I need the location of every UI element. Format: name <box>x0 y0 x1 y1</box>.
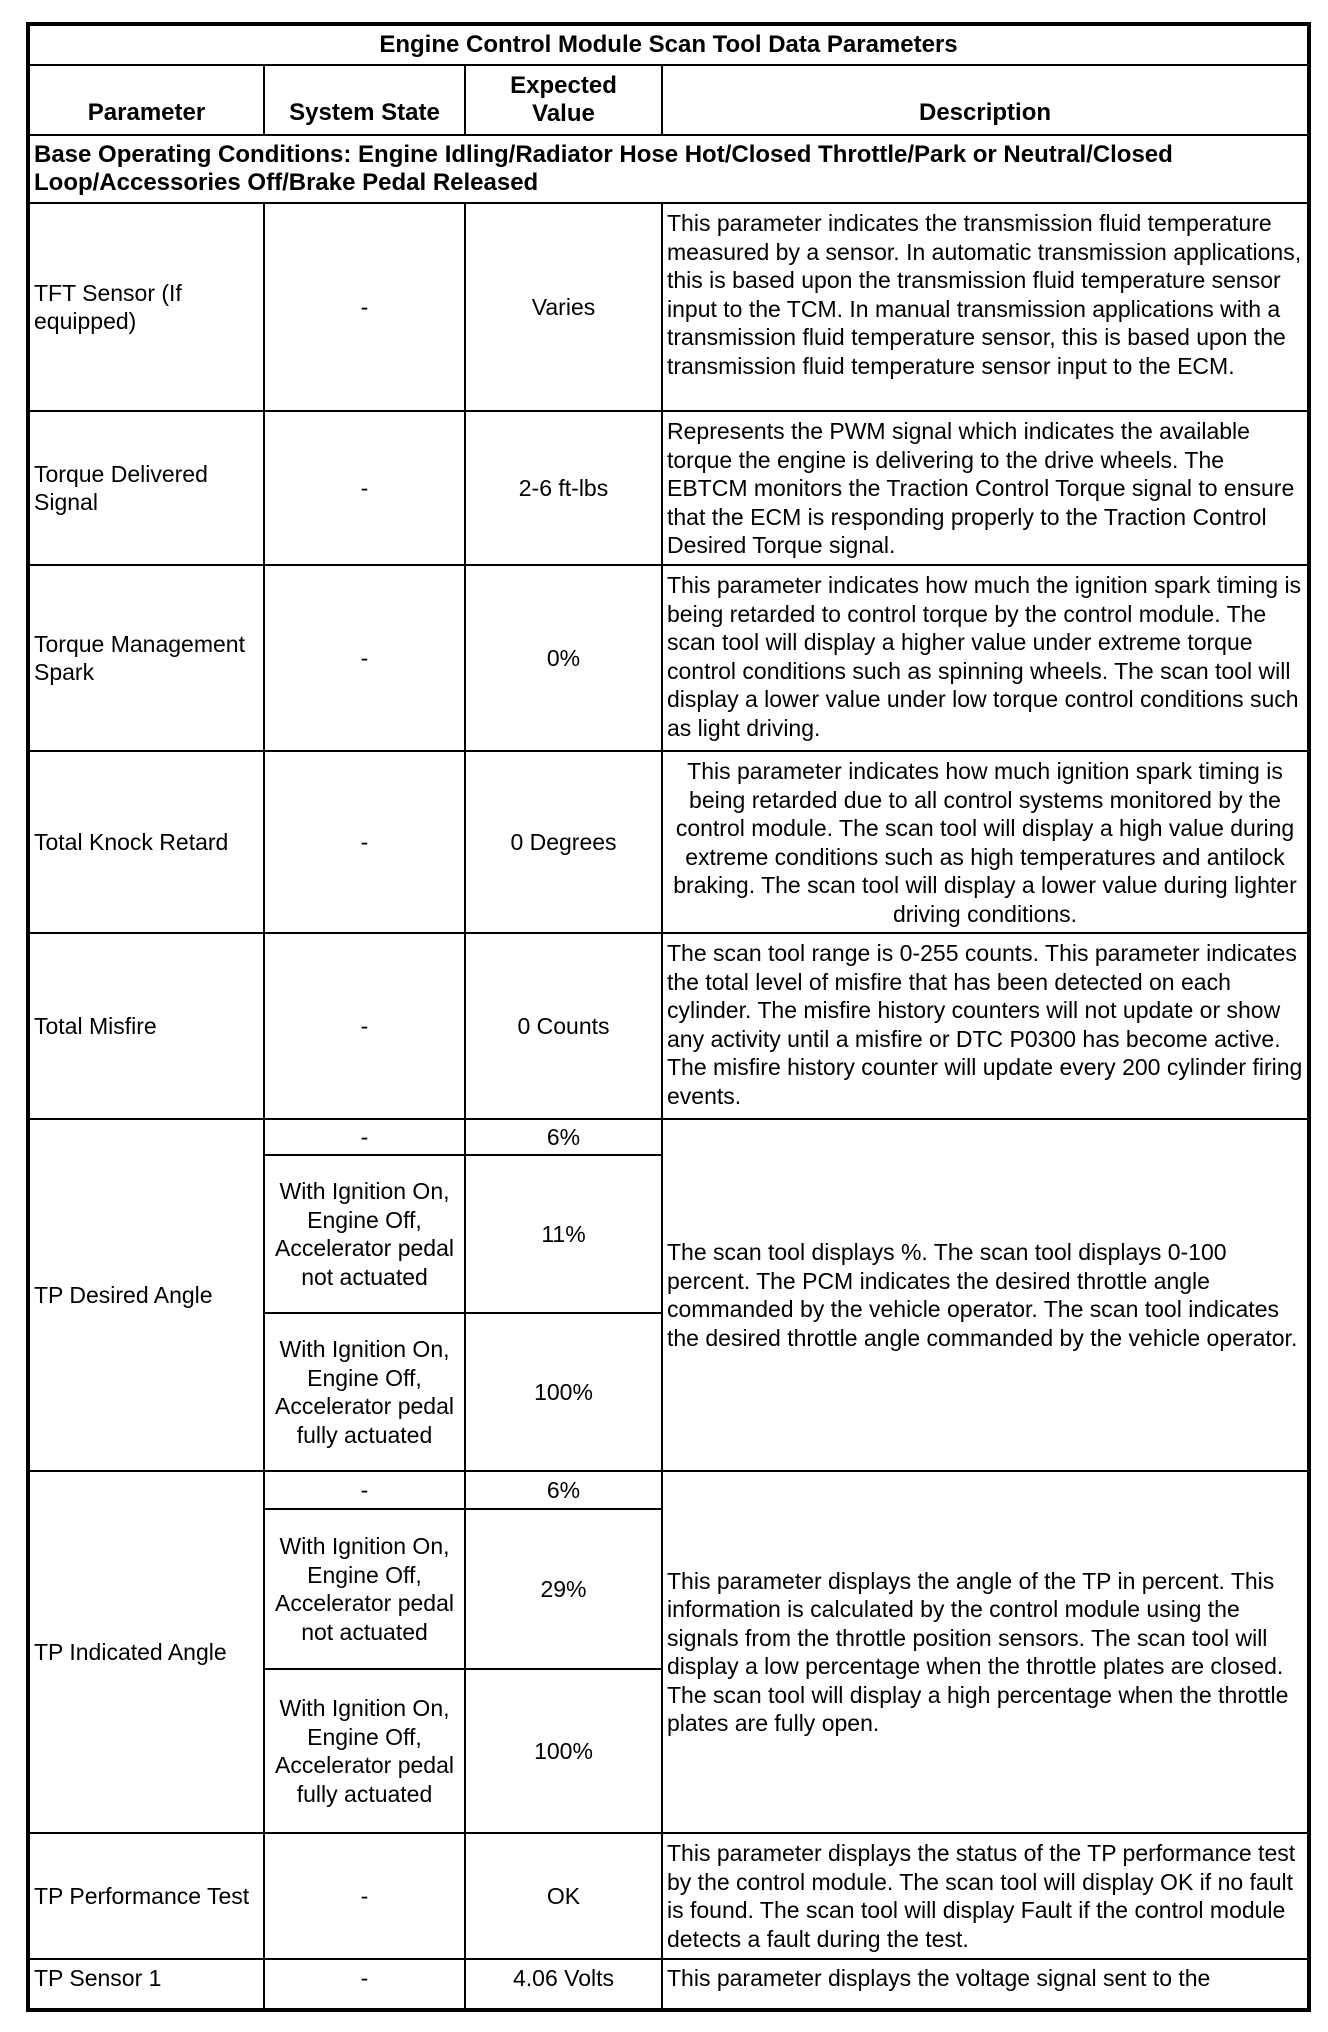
description-cell: This parameter indicates how much ignition spark timing is being retarded due to all control systems monitored by the control module. The scan tool will display a high value during extreme conditions such as high temperatures and antilock braking. The scan tool will display a lower value during lighter driving conditions. <box>661 750 1309 934</box>
state-cell: - <box>263 564 466 752</box>
value-cell: 100% <box>464 1312 663 1472</box>
value-cell: 0 Degrees <box>464 750 663 934</box>
state-cell: - <box>263 1832 466 1960</box>
value-cell: 0% <box>464 564 663 752</box>
state-cell: - <box>263 202 466 412</box>
parameter-table <box>26 22 1311 2012</box>
description-cell: The scan tool range is 0-255 counts. This parameter indicates the total level of misfire that has been detected on each cylinder. The misfire history counters will not update or show any activity until a misfire or DTC P0300 has become active. The misfire history counter will update every 200 cylinder firing events. <box>661 932 1309 1120</box>
parameter-cell: TP Sensor 1 <box>28 1958 265 2010</box>
header-description: Description <box>661 64 1309 136</box>
description-cell: This parameter indicates how much the ignition spark timing is being retarded to control torque by the control module. The scan tool will display a higher value under extreme torque control conditions such as spinning wheels. The scan tool will display a lower value under low torque control conditions such as light driving. <box>661 564 1309 752</box>
value-cell: 6% <box>464 1470 663 1510</box>
state-cell: - <box>263 932 466 1120</box>
value-cell: 29% <box>464 1508 663 1670</box>
header-expected-value: Expected Value <box>464 64 663 136</box>
state-cell: With Ignition On, Engine Off, Accelerator pedal not actuated <box>263 1508 466 1670</box>
header-parameter: Parameter <box>28 64 265 136</box>
state-cell: - <box>263 1118 466 1156</box>
value-cell: 6% <box>464 1118 663 1156</box>
description-cell: This parameter displays the angle of the TP in percent. This information is calculated by the control module using the signals from the throttle position sensors. The scan tool will display a low percentage when the throttle plates are closed. The scan tool will display a high percentage when the throttle plates are fully open. <box>661 1470 1309 1834</box>
value-cell: 2-6 ft-lbs <box>464 410 663 566</box>
value-cell: Varies <box>464 202 663 412</box>
value-cell: 0 Counts <box>464 932 663 1120</box>
parameter-cell: TP Indicated Angle <box>28 1470 265 1834</box>
parameter-cell: TP Desired Angle <box>28 1118 265 1472</box>
state-cell: With Ignition On, Engine Off, Accelerator pedal fully actuated <box>263 1668 466 1834</box>
value-cell: OK <box>464 1832 663 1960</box>
state-cell: - <box>263 1958 466 2010</box>
value-cell: 100% <box>464 1668 663 1834</box>
state-cell: With Ignition On, Engine Off, Accelerator pedal fully actuated <box>263 1312 466 1472</box>
state-cell: - <box>263 750 466 934</box>
value-cell: 4.06 Volts <box>464 1958 663 2010</box>
description-cell: Represents the PWM signal which indicates the available torque the engine is delivering to the drive wheels. The EBTCM monitors the Traction Control Torque signal to ensure that the ECM is responding properly to the Traction Control Desired Torque signal. <box>661 410 1309 566</box>
parameter-cell: Total Knock Retard <box>28 750 265 934</box>
header-system-state: System State <box>263 64 466 136</box>
description-cell: This parameter displays the status of the TP performance test by the control module. The scan tool will display OK if no fault is found. The scan tool will display Fault if the control module detects a fault during the test. <box>661 1832 1309 1960</box>
state-cell: - <box>263 410 466 566</box>
description-cell: The scan tool displays %. The scan tool displays 0-100 percent. The PCM indicates the desired throttle angle commanded by the vehicle operator. The scan tool indicates the desired throttle angle commanded by the vehicle operator. <box>661 1118 1309 1472</box>
table-title: Engine Control Module Scan Tool Data Parameters <box>28 24 1309 66</box>
base-operating-conditions: Base Operating Conditions: Engine Idling/Radiator Hose Hot/Closed Throttle/Park or Neutral/Closed Loop/Accessories Off/Brake Pedal Released <box>28 134 1309 204</box>
description-cell: This parameter indicates the transmission fluid temperature measured by a sensor. In automatic transmission applications, this is based upon the transmission fluid temperature sensor input to the TCM. In manual transmission applications with a transmission fluid temperature sensor, this is based upon the transmission fluid temperature sensor input to the ECM. <box>661 202 1309 412</box>
parameter-cell: Total Misfire <box>28 932 265 1120</box>
parameter-cell: TP Performance Test <box>28 1832 265 1960</box>
value-cell: 11% <box>464 1154 663 1314</box>
parameter-cell: Torque Management Spark <box>28 564 265 752</box>
state-cell: - <box>263 1470 466 1510</box>
state-cell: With Ignition On, Engine Off, Accelerator pedal not actuated <box>263 1154 466 1314</box>
parameter-cell: Torque Delivered Signal <box>28 410 265 566</box>
parameter-cell: TFT Sensor (If equipped) <box>28 202 265 412</box>
description-cell: This parameter displays the voltage signal sent to the <box>661 1958 1309 2010</box>
